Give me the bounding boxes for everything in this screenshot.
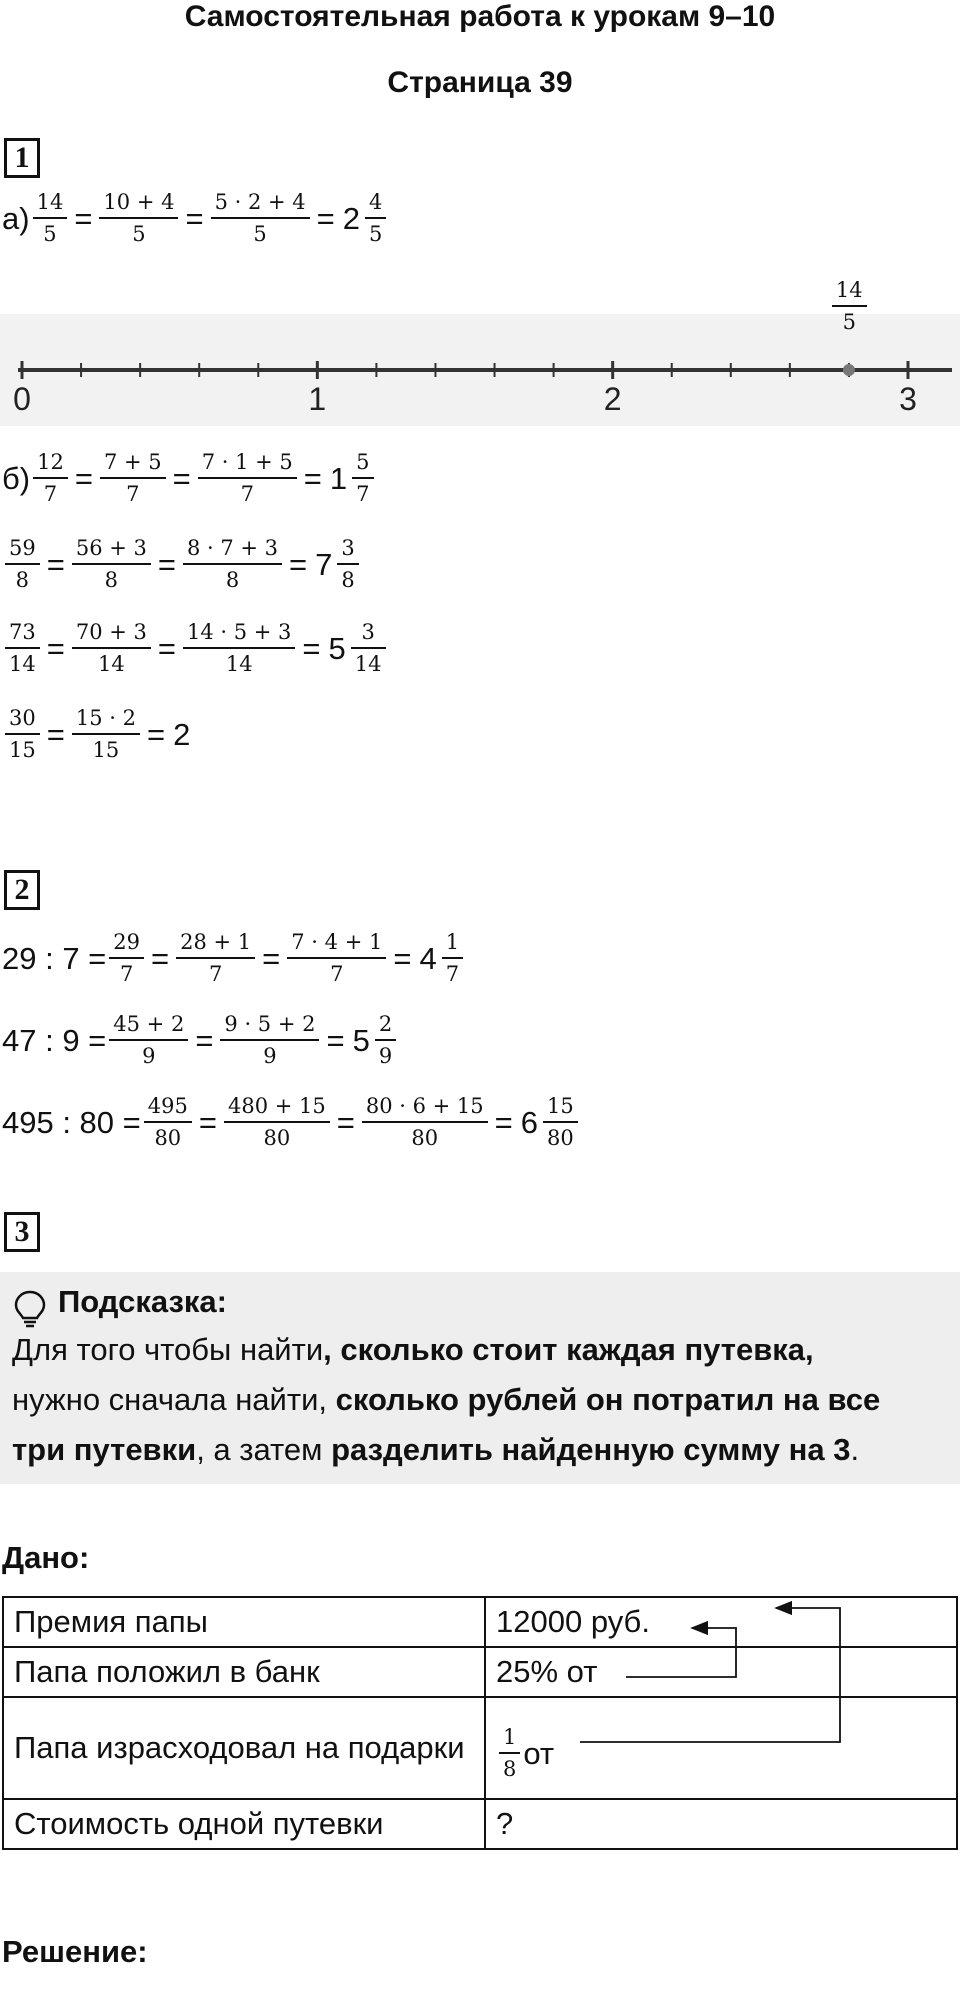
- fraction: [337, 538, 358, 591]
- numerator: 7 · 1 + 5: [201, 450, 293, 474]
- whole-part: 2: [342, 200, 360, 236]
- tick-label: 2: [603, 381, 622, 417]
- equals-sign: =: [303, 460, 322, 496]
- table-cell-value: 25% от: [485, 1647, 957, 1697]
- denominator: 7: [176, 957, 255, 985]
- numerator: 14 · 5 + 3: [186, 620, 292, 644]
- equals-sign: =: [157, 630, 176, 666]
- hint-line: [12, 1332, 814, 1368]
- denominator: 9: [220, 1039, 319, 1067]
- equals-sign: =: [302, 630, 321, 666]
- fraction: [365, 192, 386, 245]
- denominator: 9: [375, 1039, 396, 1067]
- fraction: [72, 622, 151, 675]
- numerator: 30: [9, 706, 36, 730]
- row-prefix: б): [2, 460, 31, 496]
- equals-sign: =: [74, 460, 93, 496]
- denominator: 14: [351, 647, 386, 675]
- numerator: 56 + 3: [75, 536, 147, 560]
- hint-text: , а затем: [196, 1432, 332, 1467]
- equals-sign: =: [46, 630, 65, 666]
- denominator: 7: [100, 477, 166, 505]
- hint-line: [12, 1432, 859, 1468]
- denominator: 8: [72, 563, 151, 591]
- fraction: [198, 452, 297, 505]
- fraction: [33, 192, 68, 245]
- given-label: Дано:: [2, 1540, 90, 1575]
- numerator: 73: [9, 620, 36, 644]
- table-row: [3, 1799, 957, 1849]
- whole-part: 4: [419, 940, 437, 976]
- hint-title: Подсказка:: [58, 1284, 227, 1319]
- denominator: 80: [543, 1121, 578, 1149]
- denominator: 15: [5, 733, 40, 761]
- hint-text: .: [850, 1432, 860, 1467]
- task-number-2: 2: [4, 870, 40, 910]
- hint-box: [0, 1272, 960, 1484]
- denominator: 14: [183, 647, 295, 675]
- fraction: [109, 1014, 188, 1067]
- denominator: 7: [352, 477, 373, 505]
- numerator: 59: [9, 536, 36, 560]
- hint-bold-text: разделить найденную сумму на 3: [331, 1432, 851, 1467]
- equals-sign: =: [151, 940, 170, 976]
- numerator: 2: [378, 1012, 393, 1036]
- fraction: [5, 708, 40, 761]
- denominator: 7: [287, 957, 386, 985]
- row-prefix: 495 : 80 =: [2, 1104, 141, 1140]
- arrow-25-percent: [626, 1628, 736, 1677]
- number-line-svg: [0, 314, 960, 426]
- numerator: 15 · 2: [75, 706, 136, 730]
- row-prefix: а): [2, 200, 30, 236]
- whole-part: 2: [173, 716, 191, 752]
- whole-part: 6: [520, 1104, 538, 1140]
- table-cell-label: Премия папы: [3, 1597, 485, 1647]
- denominator: 14: [72, 647, 151, 675]
- equals-sign: =: [262, 940, 281, 976]
- table-cell-label: Папа положил в банк: [3, 1647, 485, 1697]
- equals-sign: =: [326, 1022, 345, 1058]
- fraction: [5, 622, 40, 675]
- tick-label: 1: [308, 381, 327, 417]
- numerator: 480 + 15: [227, 1094, 326, 1118]
- denominator: 15: [72, 733, 140, 761]
- hint-line: [12, 1382, 880, 1418]
- equals-sign: =: [46, 546, 65, 582]
- denominator: 9: [109, 1039, 188, 1067]
- numerator: 7 + 5: [103, 450, 162, 474]
- table-cell-label: Папа израсходовал на подарки: [3, 1697, 485, 1799]
- equals-sign: =: [393, 940, 412, 976]
- fraction: [220, 1014, 319, 1067]
- fraction: [176, 932, 255, 985]
- fraction: [183, 622, 295, 675]
- denominator: 7: [442, 957, 463, 985]
- lightbulb-icon: [14, 1290, 46, 1330]
- table-arrows: [0, 1590, 960, 1780]
- numerator: 80 · 6 + 15: [365, 1094, 484, 1118]
- fraction: [224, 1096, 330, 1149]
- numerator: 7 · 4 + 1: [291, 930, 383, 954]
- denominator: 8: [337, 563, 358, 591]
- equals-sign: =: [198, 1104, 217, 1140]
- fraction: [211, 192, 310, 245]
- task1-a-row: [2, 192, 389, 245]
- numerator: 1: [445, 930, 460, 954]
- numerator: 9 · 5 + 2: [224, 1012, 316, 1036]
- fraction: 1 8: [499, 1727, 520, 1780]
- denominator: 7: [33, 477, 68, 505]
- denominator: 80: [144, 1121, 192, 1149]
- number-line-point-label: 14 5: [832, 280, 867, 333]
- denominator: 5: [99, 217, 178, 245]
- fraction: [375, 1014, 396, 1067]
- task1-b-row: [2, 452, 377, 505]
- fraction: [109, 932, 144, 985]
- numerator: 15: [546, 1094, 574, 1118]
- fraction: [100, 452, 166, 505]
- numerator: 5: [356, 450, 370, 474]
- table-cell-value: ?: [485, 1799, 957, 1849]
- fraction: [351, 622, 386, 675]
- fraction: [144, 1096, 192, 1149]
- fraction: [72, 708, 140, 761]
- numerator: 29: [113, 930, 141, 954]
- denominator: 5: [211, 217, 310, 245]
- row-prefix: 47 : 9 =: [2, 1022, 107, 1058]
- task1-b-row: [2, 538, 362, 591]
- fraction: [5, 538, 40, 591]
- denominator: 8: [183, 563, 282, 591]
- fraction: [99, 192, 178, 245]
- denominator: 80: [362, 1121, 488, 1149]
- equals-sign: =: [316, 200, 335, 236]
- whole-part: 5: [352, 1022, 370, 1058]
- task2-row: [2, 1096, 581, 1149]
- fraction: [543, 1096, 578, 1149]
- denominator: 5: [33, 217, 68, 245]
- fraction: [33, 452, 68, 505]
- equals-sign: =: [494, 1104, 513, 1140]
- numerator: 3: [341, 536, 355, 560]
- hint-bold-text: , сколько стоит каждая путевка,: [323, 1332, 814, 1367]
- numerator: 8 · 7 + 3: [186, 536, 279, 560]
- fraction: [183, 538, 282, 591]
- page-title: Самостоятельная работа к урокам 9–10: [184, 0, 776, 33]
- number-line: [0, 314, 960, 426]
- denominator: 14: [5, 647, 40, 675]
- equals-sign: =: [157, 546, 176, 582]
- equals-sign: =: [74, 200, 93, 236]
- task1-b-row: [2, 622, 389, 675]
- task-number-3: 3: [4, 1212, 40, 1252]
- equals-sign: =: [289, 546, 308, 582]
- tick-label: 0: [13, 381, 31, 417]
- fraction: [287, 932, 386, 985]
- task1-b-row: [2, 708, 192, 761]
- denominator: 80: [224, 1121, 330, 1149]
- numerator: 45 + 2: [113, 1012, 185, 1036]
- table-cell-value: 12000 руб.: [485, 1597, 957, 1647]
- task-number-1: 1: [4, 138, 40, 178]
- fraction: [362, 1096, 488, 1149]
- hint-text: нужно сначала найти,: [12, 1382, 336, 1417]
- hint-bold-text: три путевки: [12, 1432, 197, 1467]
- denominator: 7: [109, 957, 144, 985]
- whole-part: 5: [328, 630, 346, 666]
- numerator: 4: [368, 190, 383, 214]
- tick-label: 3: [899, 381, 917, 417]
- whole-part: 1: [329, 460, 348, 496]
- numerator: 5 · 2 + 4: [214, 190, 306, 214]
- task2-row: [2, 1014, 399, 1067]
- numerator: 12: [37, 450, 64, 474]
- denominator: 7: [198, 477, 297, 505]
- denominator: 8: [5, 563, 40, 591]
- equals-sign: =: [172, 460, 191, 496]
- equals-sign: =: [146, 716, 166, 752]
- denominator: 5: [365, 217, 386, 245]
- row-prefix: 29 : 7 =: [2, 940, 107, 976]
- numerator: 495: [147, 1094, 188, 1118]
- equals-sign: =: [46, 716, 65, 752]
- table-cell-label: Стоимость одной путевки: [3, 1799, 485, 1849]
- equals-sign: =: [185, 200, 204, 236]
- fraction: [72, 538, 151, 591]
- equals-sign: =: [195, 1022, 214, 1058]
- number-line-point: [843, 364, 855, 376]
- equals-sign: =: [336, 1104, 355, 1140]
- fraction: [442, 932, 463, 985]
- fraction: [352, 452, 373, 505]
- numerator: 70 + 3: [75, 620, 147, 644]
- numerator: 3: [361, 620, 375, 644]
- numerator: 28 + 1: [180, 930, 252, 954]
- table-cell-value: 1 8 от: [485, 1697, 957, 1799]
- solution-label: Решение:: [2, 1934, 148, 1969]
- numerator: 14: [36, 190, 64, 214]
- page-subtitle: Страница 39: [387, 66, 573, 99]
- whole-part: 7: [315, 546, 333, 582]
- hint-text: Для того чтобы найти: [12, 1332, 324, 1367]
- task2-row: [2, 932, 466, 985]
- numerator: 10 + 4: [103, 190, 175, 214]
- hint-bold-text: сколько рублей он потратил на все: [335, 1382, 881, 1417]
